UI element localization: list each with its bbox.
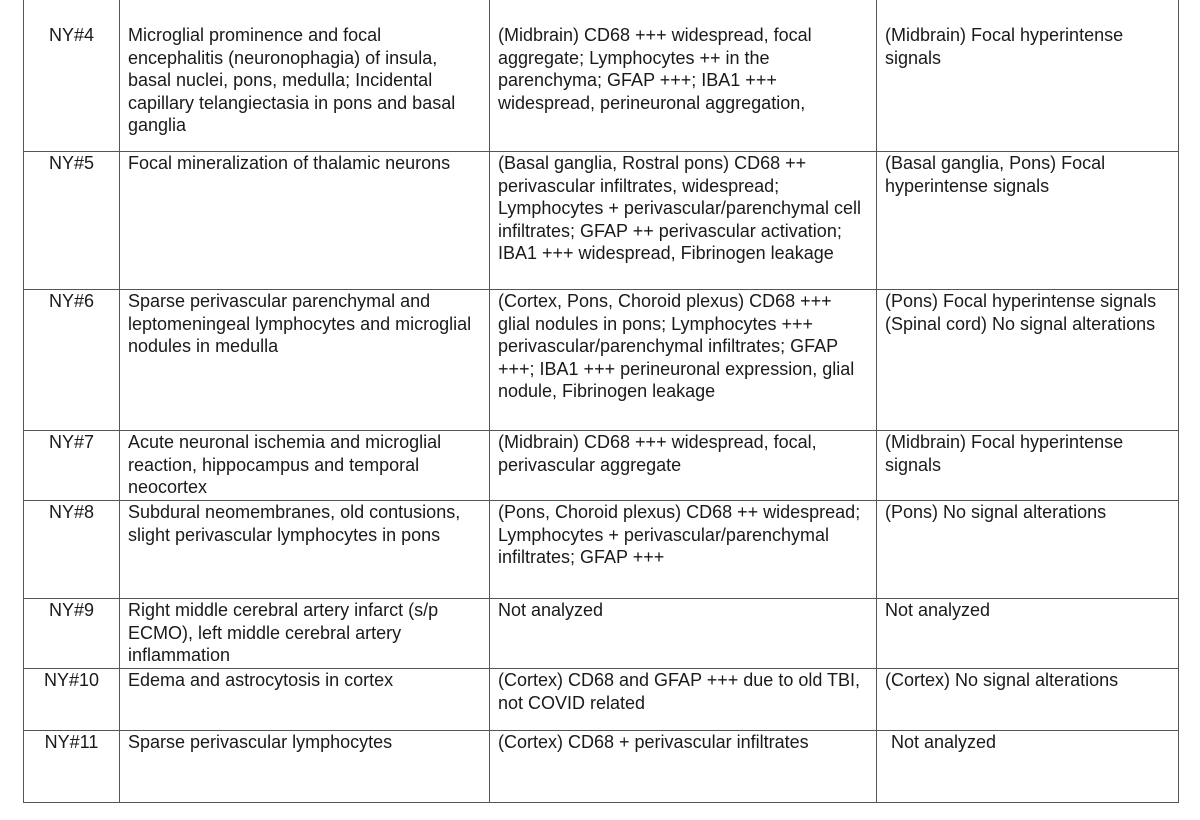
pathology-text: Edema and astrocytosis in cortex [128,670,394,690]
case-id: NY#9 [48,600,95,620]
imaging-text: (Pons) No signal alterations [885,502,1107,522]
ihc-text: (Cortex) CD68 and GFAP +++ due to old TBI, not COVID related [498,670,861,713]
imaging-cell [877,669,1179,731]
table-row [24,152,1179,290]
ihc-cell [490,501,877,599]
case-id: NY#5 [48,153,95,173]
ihc-cell [490,669,877,731]
ihc-text: (Basal ganglia, Rostral pons) CD68 ++ perivascular infiltrates, widespread; Lymphocytes + perivascular/parenchymal cell infiltrates; GFAP ++ perivascular activation; IBA1 +++ widespread, Fibrinogen leakage [498,153,861,263]
pathology-cell [120,0,490,152]
imaging-text: Not analyzed [891,732,997,752]
imaging-cell [877,599,1179,669]
case-id-cell [24,290,120,431]
table-row [24,501,1179,599]
ihc-cell [490,0,877,152]
ihc-text: (Midbrain) CD68 +++ widespread, focal, perivascular aggregate [498,432,817,475]
imaging-text: (Midbrain) Focal hyperintense signals [885,432,1124,475]
case-id-cell [24,599,120,669]
imaging-cell [877,0,1179,152]
imaging-text: (Basal ganglia, Pons) Focal hyperintense signals [885,153,1106,196]
case-id: NY#10 [43,670,100,690]
case-id: NY#8 [48,502,95,522]
case-id-cell [24,431,120,501]
pathology-text: Focal mineralization of thalamic neurons [128,153,451,173]
case-id: NY#4 [48,25,95,45]
case-id-cell [24,0,120,152]
ihc-text: (Cortex, Pons, Choroid plexus) CD68 +++ glial nodules in pons; Lymphocytes +++ perivascular/parenchymal infiltrates; GFAP +++; IBA1 +++ perineuronal expression, glial nodule, Fibrinogen leakage [498,291,855,401]
ihc-cell [490,599,877,669]
pathology-text: Subdural neomembranes, old contusions, slight perivascular lymphocytes in pons [128,502,461,545]
table-row [24,0,1179,152]
ihc-cell [490,152,877,290]
case-id: NY#7 [48,432,95,452]
imaging-cell [877,501,1179,599]
table-row [24,290,1179,431]
case-id: NY#11 [44,732,99,752]
pathology-text: Sparse perivascular lymphocytes [128,732,393,752]
table-row [24,431,1179,501]
pathology-cell [120,152,490,290]
pathology-text: Right middle cerebral artery infarct (s/p ECMO), left middle cerebral artery inflammation [128,600,439,665]
case-id-cell [24,731,120,803]
case-id: NY#6 [48,291,95,311]
ihc-text: (Midbrain) CD68 +++ widespread, focal aggregate; Lymphocytes ++ in the parenchyma; GFAP +++; IBA1 +++ widespread, perineuronal aggregation, [498,25,812,113]
pathology-cell [120,501,490,599]
imaging-text: (Midbrain) Focal hyperintense signals [885,25,1124,68]
table-row [24,669,1179,731]
imaging-text: (Pons) Focal hyperintense signals (Spinal cord) No signal alterations [885,291,1157,334]
ihc-text: (Pons, Choroid plexus) CD68 ++ widespread; Lymphocytes + perivascular/parenchymal infiltrates; GFAP +++ [498,502,861,567]
case-id-cell [24,152,120,290]
pathology-text: Microglial prominence and focal encephalitis (neuronophagia) of insula, basal nuclei, pons, medulla; Incidental capillary telangiectasia in pons and basal ganglia [128,25,456,135]
imaging-text: (Cortex) No signal alterations [885,670,1119,690]
case-id-cell [24,669,120,731]
case-id-cell [24,501,120,599]
case-table [23,0,1179,803]
ihc-text: Not analyzed [498,600,604,620]
ihc-text: (Cortex) CD68 + perivascular infiltrates [498,732,809,752]
table-row [24,599,1179,669]
ihc-cell [490,431,877,501]
ihc-cell [490,731,877,803]
imaging-text: Not analyzed [885,600,991,620]
imaging-cell [877,152,1179,290]
pathology-cell [120,290,490,431]
imaging-cell [877,431,1179,501]
pathology-cell [120,731,490,803]
pathology-cell [120,431,490,501]
pathology-text: Sparse perivascular parenchymal and leptomeningeal lymphocytes and microglial nodules in medulla [128,291,472,356]
imaging-cell [877,731,1179,803]
pathology-text: Acute neuronal ischemia and microglial reaction, hippocampus and temporal neocortex [128,432,442,497]
pathology-cell [120,599,490,669]
ihc-cell [490,290,877,431]
imaging-cell [877,290,1179,431]
table-row [24,731,1179,803]
pathology-cell [120,669,490,731]
